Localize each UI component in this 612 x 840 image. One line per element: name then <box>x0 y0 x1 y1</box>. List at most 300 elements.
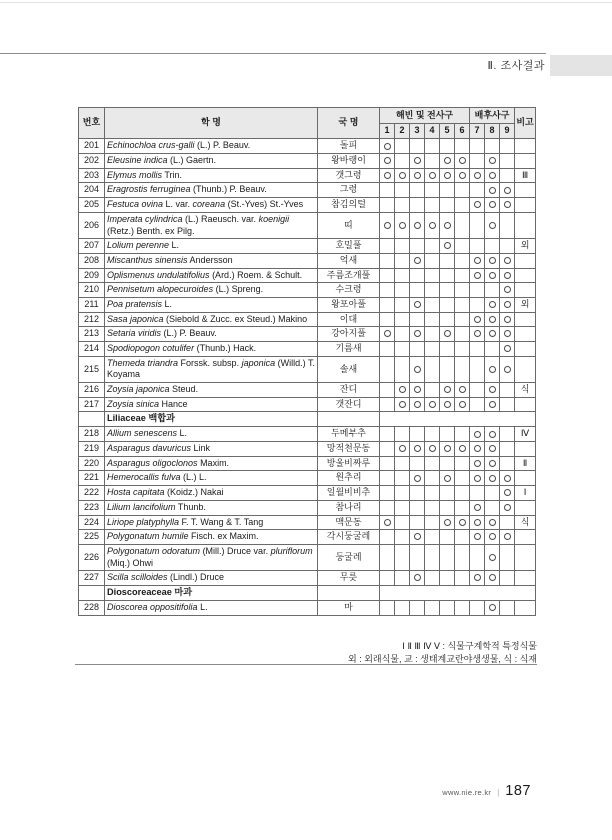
scientific-name-author: (Siebold & Zucc. ex Steud.) Makino <box>163 313 308 324</box>
presence-circle-icon <box>474 460 481 467</box>
species-row <box>79 268 536 283</box>
species-row <box>79 544 536 570</box>
presence-cell <box>425 297 440 312</box>
presence-cell <box>440 383 455 398</box>
presence-cell <box>395 239 410 254</box>
presence-cell <box>485 383 500 398</box>
presence-cell <box>470 168 485 183</box>
presence-cell <box>485 397 500 412</box>
presence-cell <box>500 471 515 486</box>
presence-cell <box>455 442 470 457</box>
presence-cell <box>455 283 470 298</box>
korean-name: 돌피 <box>318 139 380 154</box>
scientific-name-author: Trin. <box>162 169 183 180</box>
korean-name: 맥문동 <box>318 515 380 530</box>
presence-cell <box>470 515 485 530</box>
presence-cell <box>470 600 485 615</box>
presence-cell <box>485 154 500 169</box>
presence-circle-icon <box>384 143 391 150</box>
presence-cell <box>470 139 485 154</box>
presence-cell <box>440 442 455 457</box>
remark-cell <box>515 312 536 327</box>
presence-circle-icon <box>384 157 391 164</box>
presence-cell <box>395 342 410 357</box>
presence-cell <box>395 312 410 327</box>
korean-name: 각시둥굴레 <box>318 530 380 545</box>
presence-cell <box>485 530 500 545</box>
korean-name: 잔디 <box>318 383 380 398</box>
presence-circle-icon <box>444 330 451 337</box>
presence-cell <box>395 515 410 530</box>
row-number: 208 <box>79 253 105 268</box>
presence-circle-icon <box>414 157 421 164</box>
presence-cell <box>380 600 395 615</box>
presence-cell <box>410 154 425 169</box>
presence-cell <box>410 486 425 501</box>
presence-cell <box>485 342 500 357</box>
presence-cell <box>380 486 395 501</box>
family-name: Dioscoreaceae 마과 <box>105 585 318 600</box>
presence-circle-icon <box>474 504 481 511</box>
scientific-name-italic: Hemerocallis fulva <box>107 472 181 483</box>
presence-circle-icon <box>489 222 496 229</box>
remark-cell: 식 <box>515 515 536 530</box>
scientific-name-author: Andersson <box>187 254 233 265</box>
presence-cell <box>470 253 485 268</box>
presence-cell <box>440 198 455 213</box>
presence-cell <box>470 327 485 342</box>
row-number: 201 <box>79 139 105 154</box>
presence-cell <box>455 471 470 486</box>
presence-cell <box>380 397 395 412</box>
scientific-name-italic: pluriflorum <box>270 545 313 556</box>
presence-circle-icon <box>504 187 511 194</box>
presence-cell <box>440 212 455 238</box>
species-row <box>79 327 536 342</box>
presence-circle-icon <box>504 257 511 264</box>
subcol-3: 3 <box>410 123 425 139</box>
presence-cell <box>485 183 500 198</box>
family-section-row <box>79 412 536 427</box>
presence-cell <box>440 239 455 254</box>
row-number: 217 <box>79 397 105 412</box>
empty-presence-span <box>380 585 536 600</box>
scientific-name <box>105 442 318 457</box>
row-number: 210 <box>79 283 105 298</box>
presence-circle-icon <box>444 172 451 179</box>
presence-cell <box>395 297 410 312</box>
presence-cell <box>395 183 410 198</box>
remark-cell <box>515 342 536 357</box>
scientific-name-author: (Mill.) Druce var. <box>200 545 271 556</box>
presence-cell <box>470 356 485 382</box>
presence-cell <box>455 356 470 382</box>
presence-cell <box>500 456 515 471</box>
presence-cell <box>425 427 440 442</box>
footnote-grade-legend: Ⅰ Ⅱ Ⅲ Ⅳ Ⅴ : 식물구계학적 특정식물 <box>402 641 537 651</box>
presence-cell <box>470 571 485 586</box>
row-number: 220 <box>79 456 105 471</box>
presence-circle-icon <box>504 286 511 293</box>
scientific-name <box>105 397 318 412</box>
korean-name: 주름조개풀 <box>318 268 380 283</box>
presence-cell <box>440 427 455 442</box>
presence-circle-icon <box>489 201 496 208</box>
remark-cell <box>515 544 536 570</box>
presence-circle-icon <box>399 386 406 393</box>
table-body <box>79 139 536 615</box>
presence-cell <box>455 154 470 169</box>
scientific-name-italic: Zoysia japonica <box>107 384 170 395</box>
presence-cell <box>425 515 440 530</box>
presence-cell <box>410 253 425 268</box>
presence-cell <box>410 183 425 198</box>
presence-cell <box>500 212 515 238</box>
presence-cell <box>395 500 410 515</box>
presence-cell <box>485 571 500 586</box>
scientific-name-italic: Oplismenus undulatifolius <box>107 269 210 280</box>
row-number: 205 <box>79 198 105 213</box>
presence-cell <box>455 312 470 327</box>
presence-circle-icon <box>474 272 481 279</box>
presence-cell <box>380 471 395 486</box>
species-row <box>79 397 536 412</box>
scientific-name-author: (L.) Gaertn. <box>167 155 217 166</box>
scientific-name-author: Forssk. subsp. <box>178 357 242 368</box>
presence-cell <box>500 154 515 169</box>
presence-cell <box>395 471 410 486</box>
presence-circle-icon <box>489 386 496 393</box>
presence-cell <box>455 297 470 312</box>
presence-cell <box>485 139 500 154</box>
presence-cell <box>380 268 395 283</box>
presence-cell <box>500 139 515 154</box>
presence-cell <box>500 530 515 545</box>
presence-cell <box>425 253 440 268</box>
presence-cell <box>440 154 455 169</box>
presence-cell <box>500 544 515 570</box>
presence-circle-icon <box>444 475 451 482</box>
presence-cell <box>410 297 425 312</box>
presence-cell <box>425 139 440 154</box>
presence-cell <box>425 383 440 398</box>
presence-cell <box>410 427 425 442</box>
presence-cell <box>470 297 485 312</box>
row-number: 206 <box>79 212 105 238</box>
species-row <box>79 168 536 183</box>
remark-cell <box>515 198 536 213</box>
remark-cell <box>515 154 536 169</box>
presence-cell <box>380 183 395 198</box>
scientific-name-author: (Ard.) Roem. & Schult. <box>209 269 303 280</box>
presence-cell <box>380 139 395 154</box>
presence-cell <box>500 239 515 254</box>
presence-cell <box>395 283 410 298</box>
presence-cell <box>380 500 395 515</box>
scientific-name-italic: Themeda triandra <box>107 357 179 368</box>
presence-cell <box>425 471 440 486</box>
presence-circle-icon <box>429 401 436 408</box>
scientific-name-italic: Echinochloa crus-galli <box>107 140 195 151</box>
presence-cell <box>470 239 485 254</box>
presence-cell <box>395 383 410 398</box>
presence-cell <box>470 471 485 486</box>
species-row <box>79 198 536 213</box>
presence-cell <box>455 212 470 238</box>
scientific-name-author: L. <box>169 240 180 251</box>
species-row <box>79 471 536 486</box>
presence-cell <box>470 154 485 169</box>
presence-cell <box>470 268 485 283</box>
presence-cell <box>440 139 455 154</box>
presence-circle-icon <box>399 445 406 452</box>
row-number: 213 <box>79 327 105 342</box>
presence-circle-icon <box>504 330 511 337</box>
korean-name: 두메부추 <box>318 427 380 442</box>
scientific-name <box>105 212 318 238</box>
presence-circle-icon <box>474 445 481 452</box>
scientific-name <box>105 239 318 254</box>
presence-circle-icon <box>474 316 481 323</box>
remark-cell <box>515 471 536 486</box>
species-row <box>79 183 536 198</box>
row-number: 212 <box>79 312 105 327</box>
remark-cell <box>515 139 536 154</box>
row-number: 221 <box>79 471 105 486</box>
presence-circle-icon <box>489 519 496 526</box>
presence-circle-icon <box>489 172 496 179</box>
presence-cell <box>455 515 470 530</box>
presence-circle-icon <box>399 222 406 229</box>
presence-cell <box>455 571 470 586</box>
presence-circle-icon <box>459 172 466 179</box>
presence-cell <box>500 600 515 615</box>
presence-cell <box>455 342 470 357</box>
remark-cell: 외 <box>515 239 536 254</box>
scientific-name-italic: Sasa japonica <box>107 313 164 324</box>
row-number <box>79 585 105 600</box>
presence-cell <box>395 154 410 169</box>
presence-circle-icon <box>504 533 511 540</box>
presence-circle-icon <box>504 504 511 511</box>
scientific-name-author: (Retz.) Benth. ex Pilg. <box>107 225 195 236</box>
presence-circle-icon <box>414 533 421 540</box>
presence-circle-icon <box>384 222 391 229</box>
row-number <box>79 412 105 427</box>
presence-cell <box>425 600 440 615</box>
species-row <box>79 571 536 586</box>
presence-circle-icon <box>459 445 466 452</box>
presence-cell <box>380 212 395 238</box>
presence-cell <box>410 500 425 515</box>
row-number: 202 <box>79 154 105 169</box>
presence-cell <box>440 471 455 486</box>
presence-circle-icon <box>474 201 481 208</box>
presence-circle-icon <box>504 272 511 279</box>
presence-cell <box>380 342 395 357</box>
korean-name: 망적천문동 <box>318 442 380 457</box>
scientific-name-author: Steud. <box>169 384 199 395</box>
presence-cell <box>455 327 470 342</box>
presence-circle-icon <box>489 257 496 264</box>
scientific-name <box>105 198 318 213</box>
presence-cell <box>455 183 470 198</box>
scientific-name-author: (Miq.) Ohwi <box>107 557 154 568</box>
presence-circle-icon <box>444 157 451 164</box>
presence-circle-icon <box>489 366 496 373</box>
presence-cell <box>425 168 440 183</box>
subcol-2: 2 <box>395 123 410 139</box>
presence-circle-icon <box>399 401 406 408</box>
presence-circle-icon <box>414 574 421 581</box>
row-number: 207 <box>79 239 105 254</box>
species-row <box>79 239 536 254</box>
presence-circle-icon <box>504 201 511 208</box>
presence-circle-icon <box>414 401 421 408</box>
presence-circle-icon <box>474 330 481 337</box>
presence-cell <box>470 486 485 501</box>
presence-cell <box>425 312 440 327</box>
presence-cell <box>500 183 515 198</box>
remark-cell <box>515 212 536 238</box>
presence-cell <box>380 356 395 382</box>
col-header-scientific-name: 학 명 <box>105 108 318 139</box>
presence-cell <box>485 297 500 312</box>
presence-cell <box>455 253 470 268</box>
presence-cell <box>380 383 395 398</box>
presence-circle-icon <box>414 222 421 229</box>
presence-cell <box>470 442 485 457</box>
remark-cell <box>515 530 536 545</box>
presence-cell <box>440 168 455 183</box>
korean-name: 띠 <box>318 212 380 238</box>
presence-cell <box>440 297 455 312</box>
presence-cell <box>440 500 455 515</box>
presence-cell <box>470 283 485 298</box>
presence-cell <box>455 383 470 398</box>
presence-cell <box>500 383 515 398</box>
presence-cell <box>410 198 425 213</box>
presence-cell <box>500 356 515 382</box>
remark-cell <box>515 183 536 198</box>
presence-cell <box>380 253 395 268</box>
scientific-name-italic: Lilium lancifolium <box>107 501 176 512</box>
presence-cell <box>440 600 455 615</box>
presence-cell <box>470 342 485 357</box>
scientific-name <box>105 312 318 327</box>
presence-cell <box>395 600 410 615</box>
remark-cell: Ⅳ <box>515 427 536 442</box>
remark-cell <box>515 268 536 283</box>
presence-circle-icon <box>384 330 391 337</box>
presence-cell <box>395 212 410 238</box>
scientific-name-italic: Setaria viridis <box>107 328 162 339</box>
presence-cell <box>485 486 500 501</box>
presence-cell <box>455 397 470 412</box>
row-number: 225 <box>79 530 105 545</box>
korean-name: 갯그령 <box>318 168 380 183</box>
remark-cell: Ⅲ <box>515 168 536 183</box>
presence-cell <box>410 600 425 615</box>
row-number: 219 <box>79 442 105 457</box>
family-section-row <box>79 585 536 600</box>
presence-circle-icon <box>489 475 496 482</box>
presence-cell <box>455 427 470 442</box>
presence-circle-icon <box>474 574 481 581</box>
species-row <box>79 297 536 312</box>
presence-circle-icon <box>489 316 496 323</box>
presence-cell <box>470 212 485 238</box>
scientific-name-author: (Willd.) T. Koyama <box>107 357 315 380</box>
scientific-name-italic: Elymus mollis <box>107 169 163 180</box>
scientific-name-italic: Scilla scilloides <box>107 572 168 583</box>
presence-cell <box>380 427 395 442</box>
presence-cell <box>500 397 515 412</box>
presence-circle-icon <box>414 172 421 179</box>
presence-cell <box>500 571 515 586</box>
presence-cell <box>410 283 425 298</box>
presence-circle-icon <box>414 475 421 482</box>
presence-cell <box>485 283 500 298</box>
scientific-name <box>105 268 318 283</box>
korean-name <box>318 585 380 600</box>
scientific-name <box>105 571 318 586</box>
presence-cell <box>440 456 455 471</box>
scientific-name <box>105 327 318 342</box>
presence-cell <box>485 168 500 183</box>
presence-cell <box>485 356 500 382</box>
table-header <box>79 108 536 139</box>
presence-cell <box>500 500 515 515</box>
presence-cell <box>395 427 410 442</box>
scientific-name-author: Thunb. <box>175 501 206 512</box>
presence-cell <box>485 544 500 570</box>
remark-cell <box>515 600 536 615</box>
row-number: 215 <box>79 356 105 382</box>
scientific-name-author: F. T. Wang & T. Tang <box>179 516 264 527</box>
presence-cell <box>455 198 470 213</box>
species-row <box>79 342 536 357</box>
presence-cell <box>500 253 515 268</box>
row-number: 226 <box>79 544 105 570</box>
species-row <box>79 600 536 615</box>
presence-cell <box>470 544 485 570</box>
scientific-name-author: (Lindl.) Druce <box>167 572 225 583</box>
scientific-name-italic: Imperata cylindrica <box>107 213 183 224</box>
section-heading: Ⅱ. 조사결과 <box>487 60 545 72</box>
presence-cell <box>455 600 470 615</box>
scientific-name <box>105 168 318 183</box>
presence-circle-icon <box>504 366 511 373</box>
scientific-name-author: (L.) L. <box>180 472 207 483</box>
presence-cell <box>395 168 410 183</box>
korean-name: 그령 <box>318 183 380 198</box>
subcol-1: 1 <box>380 123 395 139</box>
korean-name: 왕바랭이 <box>318 154 380 169</box>
remark-cell: 식 <box>515 383 536 398</box>
presence-cell <box>395 544 410 570</box>
presence-cell <box>425 356 440 382</box>
row-number: 223 <box>79 500 105 515</box>
presence-cell <box>470 312 485 327</box>
presence-cell <box>410 456 425 471</box>
presence-cell <box>410 571 425 586</box>
korean-name: 방울비짜루 <box>318 456 380 471</box>
presence-cell <box>500 442 515 457</box>
presence-cell <box>425 327 440 342</box>
scientific-name-italic: Polygonatum odoratum <box>107 545 201 556</box>
scientific-name-author: L. <box>162 298 173 309</box>
